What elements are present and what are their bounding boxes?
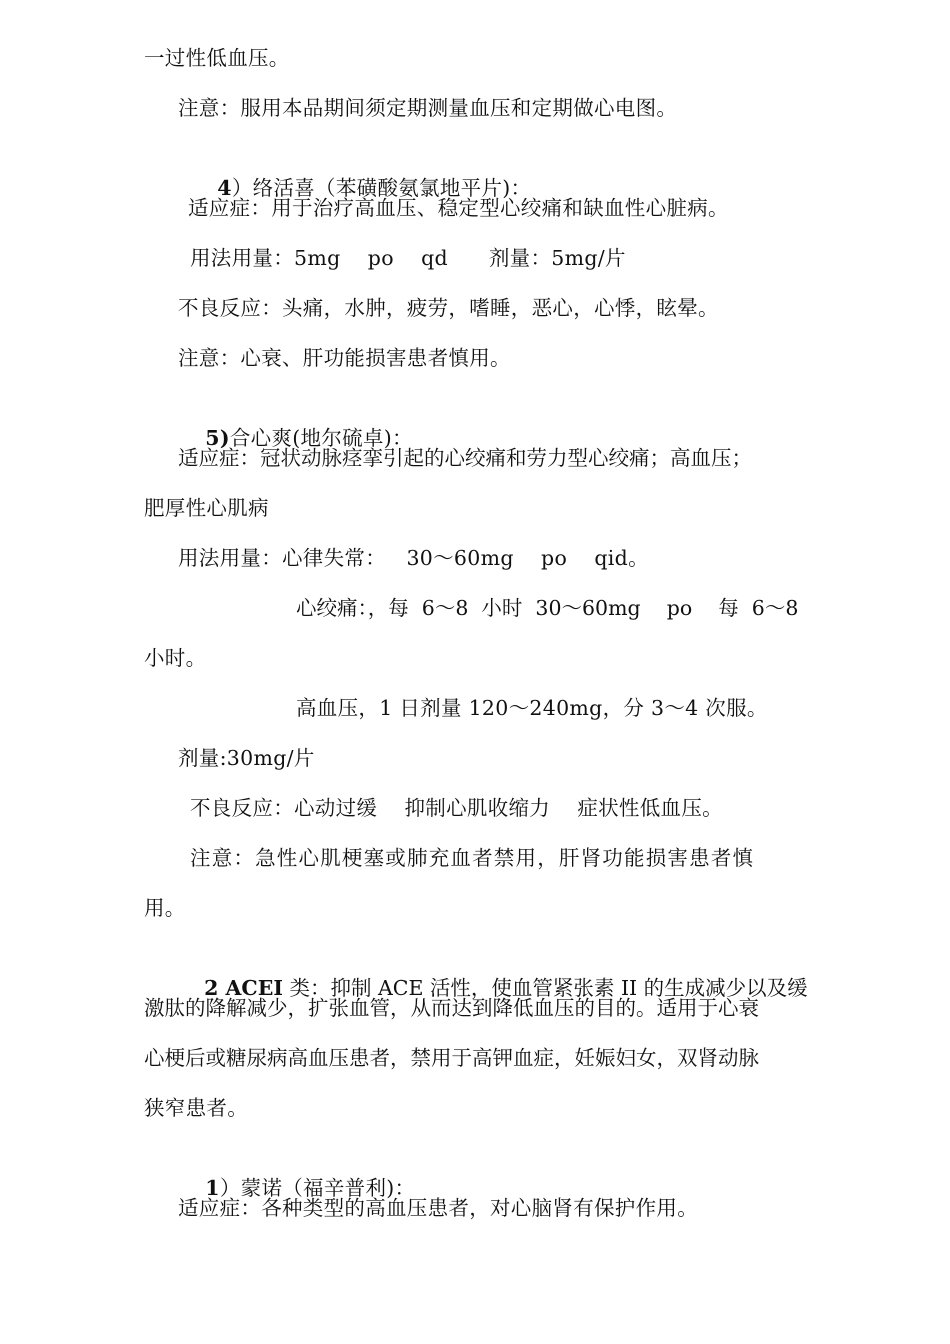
text-line: 注意：心衰、肝功能损害患者慎用。 (178, 346, 511, 370)
heading-number: 5) (205, 426, 230, 450)
text-line: 狭窄患者。 (144, 1096, 248, 1120)
text-line: 适应症：用于治疗高血压、稳定型心绞痛和缺血性心脏病。 (188, 196, 729, 220)
heading-number: 4 (217, 176, 232, 200)
section-heading (178, 1143, 416, 1200)
text-line: 心绞痛：，每 6～8 小时 30～60mg po 每 6～8 (296, 596, 799, 620)
text-line: 一过性低血压。 (144, 46, 290, 70)
heading-text: ）蒙诺（福辛普利)： (219, 1176, 416, 1200)
text-line: 不良反应：心动过缓 抑制心肌收缩力 症状性低血压。 (190, 796, 723, 820)
text-line: 注意：服用本品期间须定期测量血压和定期做心电图。 (178, 96, 678, 120)
text-line: 剂量:30mg/片 (178, 746, 315, 770)
text-line: 用。 (144, 896, 186, 920)
section-heading (190, 143, 532, 200)
text-line: 高血压，1 日剂量 120～240mg，分 3～4 次服。 (296, 696, 768, 720)
section-heading (178, 393, 413, 450)
text-line: 用法用量：心律失常： 30～60mg po qid。 (178, 546, 649, 570)
text-line: 肥厚性心肌病 (144, 496, 269, 520)
heading-number: 1 (205, 1176, 220, 1200)
text-line: 不良反应：头痛，水肿，疲劳，嗜睡，恶心，心悸，眩晕。 (178, 296, 719, 320)
text-line: 激肽的降解减少，扩张血管，从而达到降低血压的目的。适用于心衰 (144, 996, 759, 1020)
heading-number: 2 ACEI (204, 976, 283, 1000)
text-line: 注意：急性心肌梗塞或肺充血者禁用，肝肾功能损害患者慎 (190, 846, 755, 870)
text-line: 小时。 (144, 646, 207, 670)
text-line: 适应症：冠状动脉痉挛引起的心绞痛和劳力型心绞痛；高血压； (178, 446, 752, 470)
section-heading (178, 943, 808, 1000)
text-line: 用法用量：5mg po qd 剂量：5mg/片 (190, 246, 626, 270)
text-line: 适应症：各种类型的高血压患者，对心脑肾有保护作用。 (178, 1196, 698, 1220)
heading-text: ）络活喜（苯磺酸氨氯地平片)： (231, 176, 532, 200)
heading-text: 类：抑制 ACE 活性，使血管紧张素 II 的生成减少以及缓 (282, 976, 808, 1000)
heading-text: 合心爽(地尔硫卓)： (229, 426, 413, 450)
text-line: 心梗后或糖尿病高血压患者，禁用于高钾血症，妊娠妇女，双肾动脉 (144, 1046, 759, 1070)
